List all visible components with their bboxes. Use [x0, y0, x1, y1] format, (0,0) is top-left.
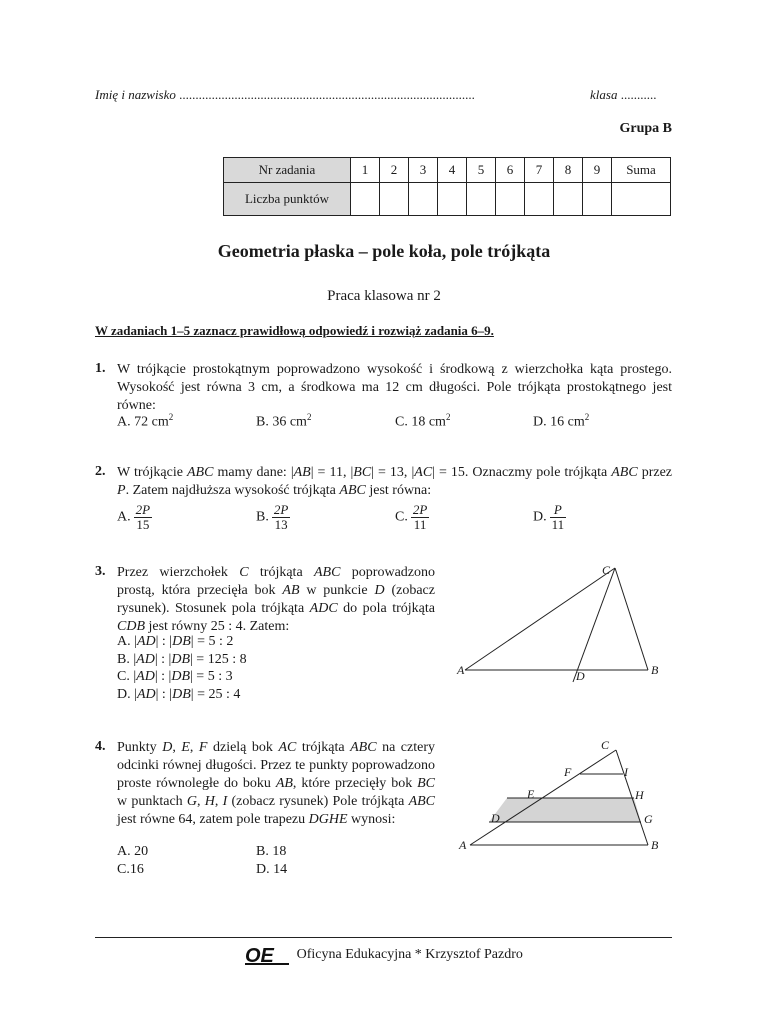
sum-header: Suma	[612, 158, 671, 183]
q3-option-d: D. |AD| : |DB| = 25 : 4	[117, 686, 241, 702]
q1-option-a-text: A. 72 cm	[117, 414, 169, 430]
points-cell[interactable]	[525, 183, 554, 216]
points-cell[interactable]	[438, 183, 467, 216]
q2-option-b: B. $\frac{2P}{13}$	[256, 502, 289, 532]
q4-number: 4.	[95, 739, 106, 754]
q1-unit-power: 2	[168, 412, 174, 422]
q2-option-d: D. $\frac{P}{11}$	[533, 502, 565, 532]
points-cell[interactable]	[554, 183, 583, 216]
q3-options	[117, 633, 247, 703]
q4-figure	[450, 735, 670, 860]
name-field	[95, 87, 475, 103]
q2-text: W trójkącie ABC mamy dane: |AB| = 11, |BC| = 13, |AC| = 15. Oznaczmy pole trójkąta ABC przez P. Zatem najdłuższa wysokość trójkąta ABC jest równa:	[117, 465, 672, 498]
q4-option-d: D. 14	[256, 862, 288, 877]
q1-option-c	[395, 412, 450, 431]
points-cell[interactable]	[583, 183, 612, 216]
points-cell[interactable]	[380, 183, 409, 216]
points-header: Liczba punktów	[224, 183, 351, 216]
points-cell[interactable]	[496, 183, 525, 216]
q4-label-e: E	[527, 787, 535, 801]
q3-number: 3.	[95, 564, 106, 579]
page-subtitle: Praca klasowa nr 2	[327, 288, 441, 304]
class-field	[590, 87, 656, 103]
task-number-cell: 3	[409, 158, 438, 183]
task-number-cell: 5	[467, 158, 496, 183]
q4-label-a: A	[459, 838, 467, 852]
q4-option-b: B. 18	[256, 844, 287, 859]
instruction: W zadaniach 1–5 zaznacz prawidłową odpowiedź i rozwiąż zadania 6–9.	[95, 323, 494, 338]
q1-unit-power: 2	[445, 412, 451, 422]
q4-label-h: H	[635, 788, 644, 802]
points-cell[interactable]	[409, 183, 438, 216]
q1-option-d-text: D. 16 cm	[533, 414, 585, 430]
q2-option-c: C. $\frac{2P}{11}$	[395, 502, 428, 532]
q3-label-b: B	[651, 663, 659, 677]
q3-option-c: C. |AD| : |DB| = 5 : 3	[117, 669, 233, 684]
name-dots: ...........................................................................................	[179, 87, 475, 102]
sum-cell[interactable]	[612, 183, 671, 216]
q1-text: W trójkącie prostokątnym poprowadzono wysokość i środkową z wierzchołka kąta prostego. Wysokość jest równa 3 cm, a środkowa ma 12 cm długości. Pole trójkąta prostokątnego jest równe:	[117, 362, 672, 413]
q2-number: 2.	[95, 464, 106, 479]
q3-label-c: C	[602, 563, 611, 577]
task-number-cell: 7	[525, 158, 554, 183]
q1-option-c-text: C. 18 cm	[395, 414, 446, 430]
q3-label-d: D	[576, 669, 585, 683]
class-label: klasa	[590, 87, 618, 102]
q3-label-a: A	[457, 663, 465, 677]
task-number-header: Nr zadania	[224, 158, 351, 183]
q4-label-i: I	[624, 765, 628, 779]
q1-option-d	[533, 412, 589, 431]
q4-option-c: C.16	[117, 862, 144, 877]
score-table-points-row	[224, 183, 671, 216]
group-label: Grupa B	[619, 121, 672, 136]
q1-unit-power: 2	[306, 412, 312, 422]
q1-option-b-text: B. 36 cm	[256, 414, 307, 430]
page-title: Geometria płaska – pole koła, pole trójkąta	[217, 241, 551, 261]
q1-option-a	[117, 412, 173, 431]
q3-option-b: B. |AD| : |DB| = 125 : 8	[117, 651, 247, 667]
class-dots: ...........	[620, 87, 657, 102]
task-number-cell: 9	[583, 158, 612, 183]
q4-text: Punkty D, E, F dzielą bok AC trójkąta ABC na cztery odcinki równej długości. Przez te punkty poprowadzono proste równoległe do boku AB, które przecięły bok BC w punktach G, H, I (zobacz rysunek) Pole trójkąta ABC jest równe 64, zatem pole trapezu DGHE wynosi:	[117, 740, 436, 827]
footer	[0, 945, 768, 965]
task-number-cell: 6	[496, 158, 525, 183]
q4-label-d: D	[491, 811, 500, 825]
q1-number: 1.	[95, 361, 106, 376]
task-number-cell: 2	[380, 158, 409, 183]
task-number-cell: 4	[438, 158, 467, 183]
q4-option-a: A. 20	[117, 844, 149, 859]
score-table-header-row	[224, 158, 671, 183]
name-label: Imię i nazwisko	[95, 87, 176, 102]
points-cell[interactable]	[467, 183, 496, 216]
q4-label-g: G	[644, 812, 653, 826]
q3-text: Przez wierzchołek C trójkąta ABC poprowadzono prostą, która przecięła bok AB w punkcie D (zobacz rysunek). Stosunek pola trójkąta ADC do pola trójkąta CDB jest równy 25 : 4. Zatem:	[117, 565, 436, 634]
footer-divider	[95, 937, 672, 938]
q4-trapezoid-dghe	[489, 798, 641, 822]
task-number-cell: 8	[554, 158, 583, 183]
points-cell[interactable]	[351, 183, 380, 216]
q4-label-f: F	[564, 765, 572, 779]
publisher-logo-icon	[245, 945, 289, 965]
q4-label-b: B	[651, 838, 659, 852]
q3-figure	[450, 560, 670, 690]
publisher-name: Oficyna Edukacyjna * Krzysztof Pazdro	[296, 947, 523, 963]
svg-text:OE: OE	[245, 945, 275, 965]
q2-option-a: A. $\frac{2P}{15}$	[117, 502, 151, 532]
q1-unit-power: 2	[584, 412, 590, 422]
q1-option-b	[256, 412, 311, 431]
q3-option-a: A. |AD| : |DB| = 5 : 2	[117, 634, 234, 649]
score-table	[223, 157, 671, 216]
q4-label-c: C	[601, 738, 610, 752]
task-number-cell: 1	[351, 158, 380, 183]
